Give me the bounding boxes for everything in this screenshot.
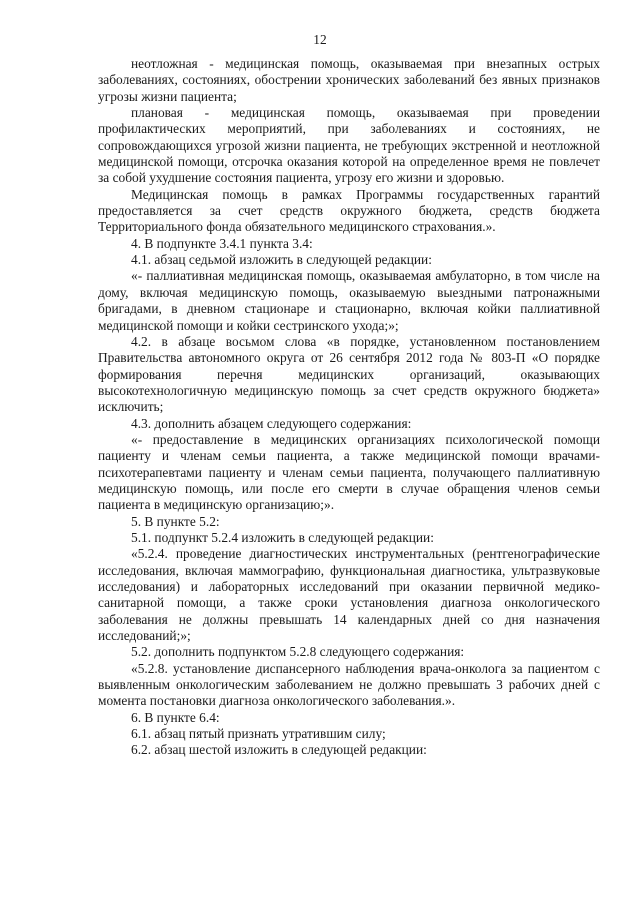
paragraph: «- предоставление в медицинских организациях психологической помощи пациенту и членам семьи пациента, а также медицинской помощи врачами-психотерапевтами пациенту и членам семьи пациента, получающего паллиативную медицинскую помощь, или после его смерти в случае обращения членов семьи пациента в медицинскую организацию;». [98,431,600,513]
page-number: 12 [313,32,327,47]
paragraph: 4. В подпункте 3.4.1 пункта 3.4: [131,235,313,251]
paragraph: «5.2.4. проведение диагностических инструментальных (рентгенографические исследования, включая маммографию, функциональная диагностика, ультразвуковые исследования) и лабораторных исследований при оказании первичной медико-санитарной помощи, а также сроки установления диагноза онкологического заболевания не должны превышать 14 календарных дней со дня назначения исследований;»; [98,546,600,644]
paragraph: 4.3. дополнить абзацем следующего содержания: [131,415,412,431]
paragraph: плановая - медицинская помощь, оказываемая при проведении профилактических мероприятий, при заболеваниях и состояниях, не сопровождающихся угрозой жизни пациента, не требующих экстренной и неотложной медицинской помощи, отсрочка оказания которой на определенное время не повлечет за собой ухудшение состояния пациента, угрозу его жизни и здоровью. [98,105,600,186]
paragraph: 5.1. подпункт 5.2.4 изложить в следующей редакции: [131,529,434,545]
paragraph: 6.2. абзац шестой изложить в следующей редакции: [131,742,427,758]
paragraph: 4.1. абзац седьмой изложить в следующей редакции: [131,252,432,268]
paragraph: «5.2.8. установление диспансерного наблюдения врача-онколога за пациентом с выявленным онкологическим заболеванием не должно превышать 3 рабочих дней с момента постановки диагноза онкологического заболевания.». [98,660,600,709]
paragraph: «- паллиативная медицинская помощь, оказываемая амбулаторно, в том числе на дому, включая медицинскую помощь, оказываемую выездными патронажными бригадами, в дневном стационаре и стационарно, включая койки паллиативной медицинской помощи и койки сестринского ухода;»; [98,268,600,333]
document-body [98,56,600,759]
paragraph: 6. В пункте 6.4: [131,709,220,725]
paragraph: 5. В пункте 5.2: [131,513,220,529]
paragraph: Медицинская помощь в рамках Программы государственных гарантий предоставляется за счет средств окружного бюджета, средств бюджета Территориального фонда обязательного медицинского страхования.». [98,186,600,235]
paragraph: неотложная - медицинская помощь, оказываемая при внезапных острых заболеваниях, состояниях, обострении хронических заболеваний без явных признаков угрозы жизни пациента; [98,56,600,104]
paragraph: 5.2. дополнить подпунктом 5.2.8 следующего содержания: [131,644,465,660]
paragraph: 4.2. в абзаце восьмом слова «в порядке, установленном постановлением Правительства автономного округа от 26 сентября 2012 года № 803-П «О порядке формирования перечня медицинских организаций, оказывающих высокотехнологичную медицинскую помощь за счет средств окружного бюджета» исключить; [98,333,600,415]
paragraph: 6.1. абзац пятый признать утратившим силу; [131,726,386,742]
